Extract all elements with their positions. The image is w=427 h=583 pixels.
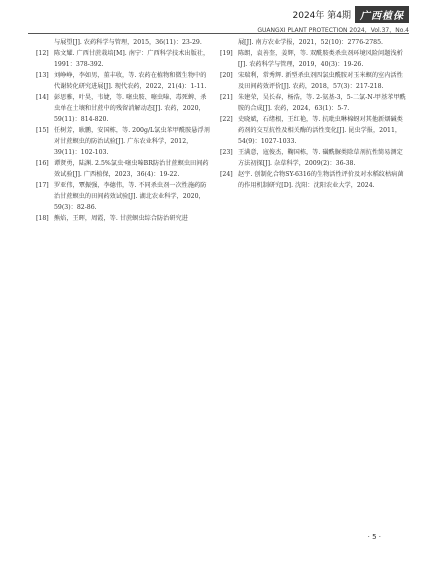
reference-text: 陈文耀. 广西甘蔗栽培[M]. 南宁：广西科学技术出版社，1991：378-392. <box>54 50 210 68</box>
reference-number <box>220 37 238 48</box>
reference-text: 彭思雅，叶昊，韦婕，等. 噻虫胺、噻虫嗪、毒死蜱、杀虫单在土壤和甘蔗中的残留消解动态[J]. 农药，2020，59(11)：814-820. <box>54 94 207 123</box>
reference-item <box>36 70 212 92</box>
reference-item <box>220 70 408 92</box>
reference-text: 赵宇. 创制化合物SY-6316的生物活性评价及对水稻纹枯病菌的作用机制研究[D]. 沈阳：沈阳农业大学，2024. <box>238 171 404 189</box>
reference-item <box>220 92 408 114</box>
reference-text: 谭贤勇，陆渊. 2.5%氯虫·噻虫嗪BR防治甘蔗螟虫田间药效试验[J]. 广西植保，2023，36(4)：19-22. <box>54 160 209 178</box>
reference-text: 展[J]. 南方农业学报，2021，52(10)：2776-2785. <box>238 39 383 46</box>
reference-number: [14] <box>36 94 49 101</box>
reference-item <box>36 92 212 125</box>
reference-text: 陈朗，袁善奎，姜辉，等. 双酰胺类杀虫剂环境风险问题浅析[J]. 农药科学与管理，2019，40(3)：19-26. <box>238 50 403 68</box>
reference-number: [18] <box>36 215 49 222</box>
reference-number: [20] <box>220 72 233 79</box>
journal-english-title: GUANGXI PLANT PROTECTION 2024，Vol.37，No.4 <box>257 27 409 34</box>
journal-brand-logo: 广西植保 <box>355 6 409 23</box>
reference-text: 任树芳，耿鹏，安国栋，等. 200g/L氯虫苯甲酰胺悬浮剂对甘蔗螟虫的防治试验[J]. 广东农业科学，2012，39(11)：102-103. <box>54 127 210 156</box>
reference-number: [21] <box>220 94 233 101</box>
reference-number: [12] <box>36 50 49 57</box>
reference-number: [16] <box>36 160 49 167</box>
reference-text: 与展望[J]. 农药科学与管理，2015，36(11)：23-29. <box>54 39 202 46</box>
reference-item <box>220 48 408 70</box>
reference-number: [15] <box>36 127 49 134</box>
reference-text: 王满意，寇俊杰，鞠国栋，等. 磺酰脲类除草剂抗性简易测定方法初探[J]. 杂草科学，2009(2)：36-38. <box>238 149 403 167</box>
reference-number: [22] <box>220 116 233 123</box>
reference-item <box>220 147 408 169</box>
reference-number <box>36 37 54 48</box>
year-issue: 2024年 第4期 <box>292 11 351 21</box>
reference-text: 史晓斌，石绪根，王红艳，等. 抗吡虫啉棉蚜对其他新烟碱类药剂的交互抗性及相关酶的活性变化[J]. 昆虫学报，2011，54(9)：1027-1033. <box>238 116 403 145</box>
references-right-column <box>220 37 408 191</box>
reference-text: 刘峥峥，李如男，董丰收，等. 农药在植物和微生物中的代谢转化研究进展[J]. 现代农药，2022，21(4)：1-11. <box>54 72 207 90</box>
reference-item <box>36 125 212 158</box>
reference-number: [24] <box>220 171 233 178</box>
reference-item <box>220 37 408 48</box>
reference-text: 熊焰，王晖，周霞，等. 甘蔗螟虫综合防治研究进 <box>54 215 188 222</box>
reference-text: 朱建荣，吴长春，杨浩，等. 2-氨基-3，5-二氯-N-甲基苯甲酰胺的合成[J]. 农药，2024，63(1)：5-7. <box>238 94 406 112</box>
reference-item <box>220 169 408 191</box>
reference-number: [23] <box>220 149 233 156</box>
header-top-row <box>257 6 409 23</box>
reference-text: 罗亚伟，覃振强，李德伟，等. 不同杀虫剂一次性施药防治甘蔗螟虫的田间药效试验[J]. 湖北农业科学，2020，59(3)：82-86. <box>54 182 207 211</box>
reference-number: [13] <box>36 72 49 79</box>
reference-text: 宋瑞利，常秀辉. 新型杀虫剂四氯虫酰胺对玉米螟的室内活性及田间药效评价[J]. 农药，2018，57(3)：217-218. <box>238 72 403 90</box>
page-header <box>257 6 409 34</box>
reference-item <box>220 114 408 147</box>
reference-item <box>36 37 212 48</box>
page-number: · 5 · <box>367 533 381 541</box>
header-rule <box>28 33 409 34</box>
reference-number: [19] <box>220 50 233 57</box>
reference-number: [17] <box>36 182 49 189</box>
references-left-column <box>36 37 212 224</box>
reference-item <box>36 158 212 180</box>
reference-item <box>36 180 212 213</box>
reference-item <box>36 213 212 224</box>
reference-item <box>36 48 212 70</box>
